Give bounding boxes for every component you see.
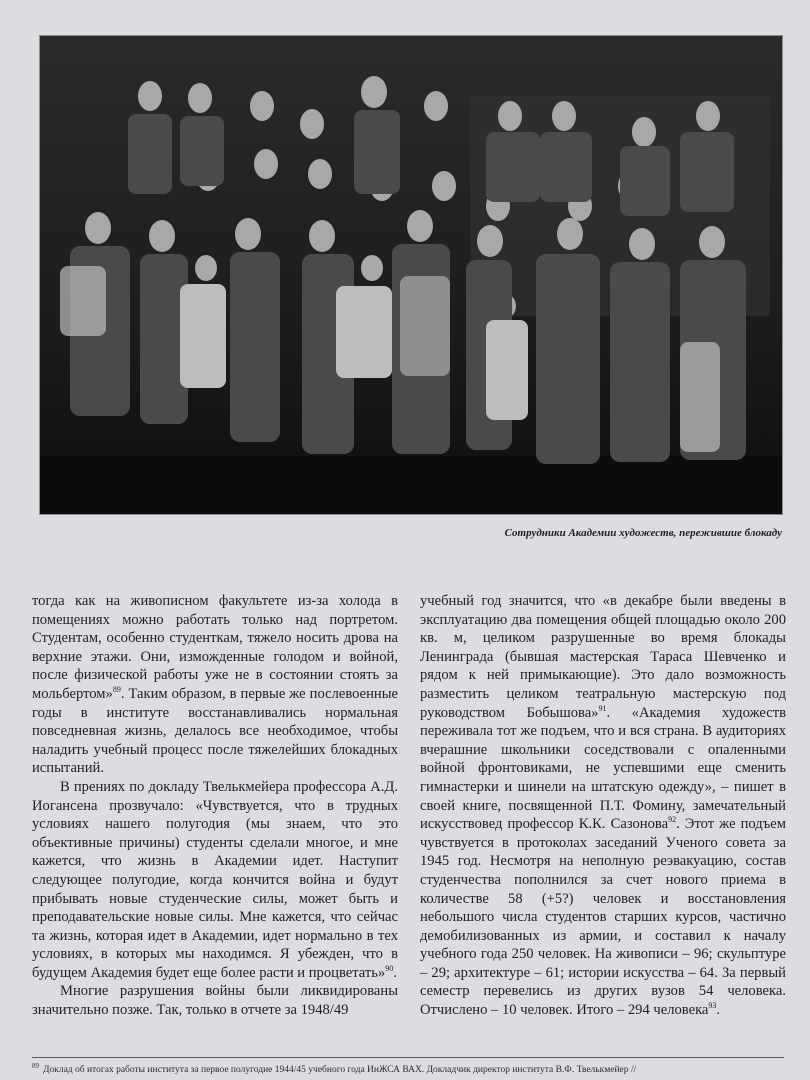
footnote-number: 89 bbox=[32, 1062, 39, 1070]
paragraph-text: . Таким образом, в первые же послевоенные годы в институте восстанавливались нормальная повседневная жизнь, делалось все необходимое, чтобы наладить учебный процесс после тяжелейших блокадных испытаний. bbox=[32, 685, 398, 777]
footnote-ref[interactable]: 89 bbox=[112, 685, 121, 695]
paragraph-text: тогда как на живописном факультете из-за холода в помещениях можно работать только над портретом. Студентам, особенно студенткам, тяжело носить дрова на верхние этажи. Они, изможденные голодом и войной, после физической работы уже не в состоянии стоять за мольбертом» bbox=[32, 593, 398, 702]
paragraph bbox=[32, 982, 398, 1019]
paragraph-text: . bbox=[393, 964, 397, 981]
paragraph-text: . «Академия художеств переживала тот же подъем, что и вся страна. В аудиториях вчерашние школьники соседствовали с опаленными войной фронтовиками, не успевшими еще сменить гимнастерки и шинели на штатскую одежду», – пишет в своей книге, посвященной П.Т. Фомину, замечательный искусствовед профессор К.К. Сазонова bbox=[420, 704, 786, 833]
right-text-column bbox=[420, 592, 786, 1020]
paragraph-text: В прениях по докладу Твелькмейера профессора А.Д. Иогансена прозвучало: «Чувствуется, что в трудных условиях нашего полугодия (мы знаем, что это объективные причины) студенты сделали многое, и мне кажется, что жизнь в Академии идет. Наступит следующее полугодие, когда кончится война и будут прибывать новые студенческие силы, может быть и преподавательские новые силы. Мне кажется, что сейчас та жизнь, которая идет в Академии, идет нормально в тех условиях, в которых мы находимся. Я убежден, что в будущем Академия будет еще более расти и процветать» bbox=[32, 778, 398, 981]
footnote bbox=[32, 1062, 792, 1075]
group-photo bbox=[40, 36, 782, 514]
footnote-ref[interactable]: 90 bbox=[385, 964, 394, 974]
paragraph-text: . Этот же подъем чувствуется в протоколах заседаний Ученого совета за 1945 год. Несмотря на неполную реэвакуацию, состав студенчества пополнился за счет нового приема в количестве 58 (+5?) человек и восстановления небольшого числа студентов старших курсов, частично демобилизованных из армии, и составил к началу учебного года 250 человек. На живописи – 96; скульптуре – 29; архитектуре – 61; истории искусства – 64. За первый семестр перевелись из других вузов 54 человека. Отчислено – 10 человек. Итого – 294 человека bbox=[420, 816, 786, 1019]
footnote-text: Доклад об итогах работы института за первое полугодие 1944/45 учебного года ИнЖСА ВАХ. Докладчик директор института В.Ф. Твелькмейер // bbox=[43, 1065, 637, 1076]
group-photo-icon bbox=[40, 36, 782, 514]
paragraph-text: учебный год значится, что «в декабре были введены в эксплуатацию два помещения общей площадью около 200 кв. м, целиком разрушенные во время блокады Ленинграда (бывшая мастерская Тараса Шевченко и рядом к ней примыкающие). Это дало возможность разместить целиком театральную мастерскую под руководством Бобышова» bbox=[420, 593, 786, 721]
photo-caption: Сотрудники Академии художеств, пережившие блокаду bbox=[504, 527, 782, 539]
paragraph-text: Многие разрушения войны были ликвидированы значительно позже. Так, только в отчете за 1948/49 bbox=[32, 983, 398, 1019]
footnote-divider bbox=[32, 1057, 784, 1058]
footnote-ref[interactable]: 91 bbox=[598, 703, 607, 713]
footnote-ref[interactable]: 93 bbox=[708, 1001, 717, 1011]
paragraph-text: . bbox=[716, 1002, 721, 1019]
paragraph bbox=[32, 778, 398, 983]
left-text-column bbox=[32, 592, 398, 1020]
paragraph bbox=[420, 592, 786, 1020]
paragraph bbox=[32, 592, 398, 778]
footnote-ref[interactable]: 92 bbox=[668, 815, 677, 825]
